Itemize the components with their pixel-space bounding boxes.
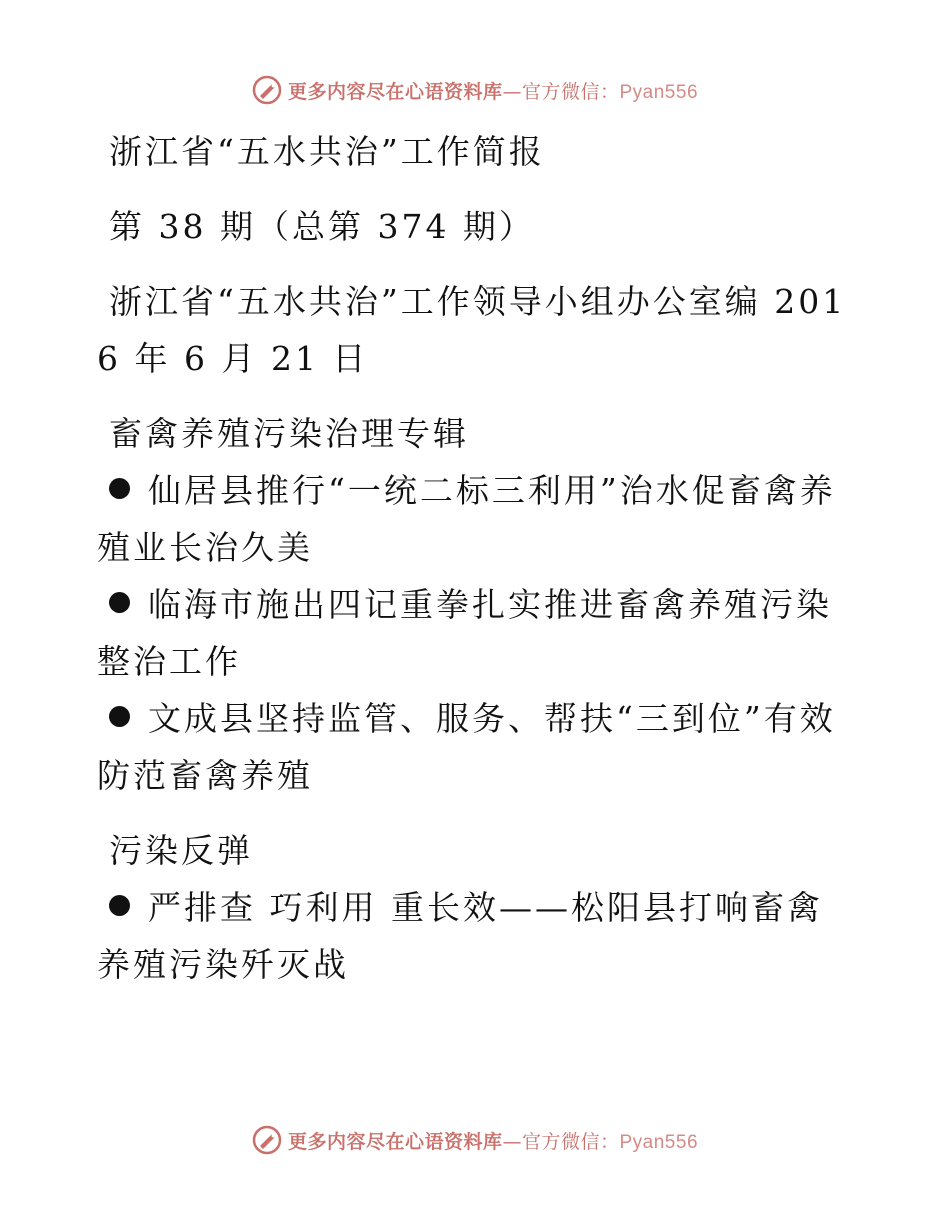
bullet-icon [109, 592, 130, 613]
watermark-dash: — [502, 80, 522, 103]
watermark-dash: — [502, 1130, 522, 1153]
list-item [97, 462, 847, 576]
bullet-icon [109, 706, 130, 727]
bullet-icon [109, 478, 130, 499]
watermark-header [0, 70, 950, 110]
list-item-text: 临海市施出四记重拳扎实推进畜禽养殖污染整治工作 [97, 585, 832, 681]
document-title: 浙江省“五水共治”工作简报 [109, 132, 545, 171]
brand-logo-icon [252, 75, 282, 105]
watermark-id: Pyan556 [619, 1131, 699, 1153]
watermark-label: 官方微信： [521, 1130, 620, 1153]
watermark-text [288, 77, 698, 104]
issue-number: 第 38 期（总第 374 期） [109, 207, 535, 246]
watermark-label: 官方微信： [521, 80, 620, 103]
continuation-text: 污染反弹 [109, 831, 253, 870]
list-item [97, 576, 847, 690]
bullet-icon [109, 895, 130, 916]
watermark-id: Pyan556 [619, 81, 699, 103]
document-body [97, 120, 847, 993]
special-heading: 畜禽养殖污染治理专辑 [109, 414, 469, 453]
list-item [97, 690, 847, 804]
watermark-brand: 更多内容尽在心语资料库 [287, 1130, 503, 1153]
list-item-text: 严排查 巧利用 重长效——松阳县打响畜禽养殖污染歼灭战 [97, 888, 823, 984]
list-item [97, 879, 847, 993]
brand-logo-icon [252, 1125, 282, 1155]
publisher-date: 浙江省“五水共治”工作领导小组办公室编 2016 年 6 月 21 日 [97, 282, 847, 378]
watermark-text [288, 1127, 698, 1154]
list-item-text: 文成县坚持监管、服务、帮扶“三到位”有效防范畜禽养殖 [97, 699, 836, 795]
list-item-text: 仙居县推行“一统二标三利用”治水促畜禽养殖业长治久美 [97, 471, 836, 567]
watermark-brand: 更多内容尽在心语资料库 [287, 80, 503, 103]
watermark-footer [0, 1120, 950, 1160]
